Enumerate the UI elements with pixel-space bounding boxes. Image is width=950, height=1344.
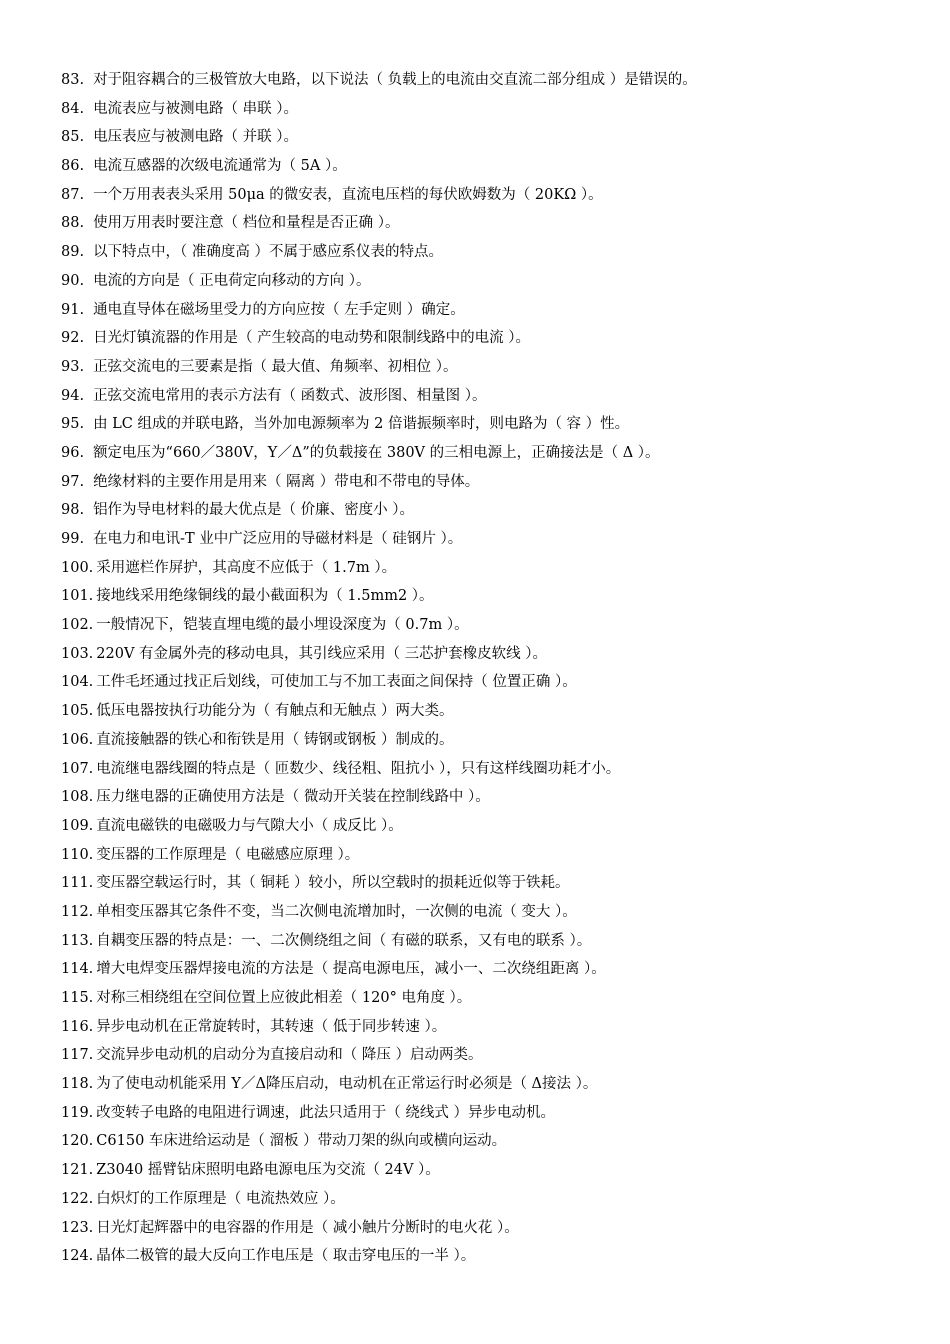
question-text: 电流互感器的次级电流通常为（ 5A ）。 xyxy=(93,158,347,175)
question-item xyxy=(61,558,921,587)
question-text: 以下特点中，（ 准确度高 ）不属于感应系仪表的特点。 xyxy=(93,244,444,261)
question-text: 对称三相绕组在空间位置上应彼此相差（ 120° 电角度 ）。 xyxy=(96,990,472,1006)
question-text: 白炽灯的工作原理是（ 电流热效应 ）。 xyxy=(96,1190,345,1207)
question-text: 一个万用表表头采用 50μa 的微安表，直流电压档的每伏欧姆数为（ 20KΩ ）。 xyxy=(93,186,603,203)
question-item xyxy=(61,672,921,701)
question-item xyxy=(61,1131,921,1160)
question-text: 电流的方向是（ 正电荷定向移动的方向 ）。 xyxy=(93,272,371,289)
question-text: 直流电磁铁的电磁吸力与气隙大小（ 成反比 ）。 xyxy=(96,817,403,834)
question-item xyxy=(61,1218,921,1247)
question-text: 在电力和电讯-T 业中广泛应用的导磁材料是（ 硅钢片 ）。 xyxy=(93,531,463,547)
question-number: 86. xyxy=(61,158,85,175)
question-number: 89. xyxy=(61,244,85,261)
question-item xyxy=(61,1246,921,1275)
question-text: 正弦交流电的三要素是指（ 最大值、角频率、初相位 ）。 xyxy=(93,358,458,375)
question-number: 118. xyxy=(61,1076,94,1093)
question-item xyxy=(61,357,921,386)
question-text: 为了使电动机能采用 Y／Δ降压启动，电动机在正常运行时必须是（ Δ接法 ）。 xyxy=(96,1076,598,1093)
question-text: 日光灯镇流器的作用是（ 产生较高的电动势和限制线路中的电流 ）。 xyxy=(93,330,531,347)
question-item xyxy=(61,644,921,673)
question-number: 124. xyxy=(61,1248,94,1265)
question-number: 123. xyxy=(61,1219,94,1236)
question-item xyxy=(61,213,921,242)
question-number: 85. xyxy=(61,129,85,146)
question-text: Z3040 摇臂钻床照明电路电源电压为交流（ 24V ）。 xyxy=(96,1162,440,1179)
question-item xyxy=(61,730,921,759)
question-text: 单相变压器其它条件不变，当二次侧电流增加时，一次侧的电流（ 变大 ）。 xyxy=(96,903,577,920)
question-number: 91. xyxy=(61,301,85,318)
question-text: 电压表应与被测电路（ 并联 ）。 xyxy=(93,129,299,146)
question-number: 97. xyxy=(61,473,85,490)
question-number: 98. xyxy=(61,502,85,519)
question-number: 90. xyxy=(61,272,85,289)
question-text: 由 LC 组成的并联电路，当外加电源频率为 2 倍谐振频率时，则电路为（ 容 ）性。 xyxy=(93,416,630,433)
question-item xyxy=(61,1103,921,1132)
question-item xyxy=(61,529,921,558)
question-item xyxy=(61,1160,921,1189)
question-item xyxy=(61,845,921,874)
question-number: 107. xyxy=(61,760,94,777)
question-item xyxy=(61,959,921,988)
question-item xyxy=(61,500,921,529)
question-text: 压力继电器的正确使用方法是（ 微动开关装在控制线路中 ）。 xyxy=(96,789,490,806)
question-number: 104. xyxy=(61,674,94,691)
question-item xyxy=(61,99,921,128)
question-text: 变压器空载运行时，其（ 铜耗 ）较小，所以空载时的损耗近似等于铁耗。 xyxy=(96,875,570,892)
question-number: 115. xyxy=(61,990,94,1006)
question-number: 112. xyxy=(61,903,94,920)
question-text: 变压器的工作原理是（ 电磁感应原理 ）。 xyxy=(96,846,360,863)
question-number: 83. xyxy=(61,72,85,88)
question-number: 101. xyxy=(61,588,94,605)
question-item xyxy=(61,271,921,300)
question-number: 105. xyxy=(61,703,94,720)
question-number: 92. xyxy=(61,330,85,347)
question-item xyxy=(61,1189,921,1218)
question-text: 自耦变压器的特点是：一、二次侧绕组之间（ 有磁的联系，又有电的联系 ）。 xyxy=(96,932,592,949)
question-text: 额定电压为“660／380V，Y／Δ”的负载接在 380V 的三相电源上，正确接法是（ Δ ）。 xyxy=(93,444,660,461)
question-item xyxy=(61,300,921,329)
question-text: 晶体二极管的最大反向工作电压是（ 取击穿电压的一半 ）。 xyxy=(96,1248,476,1265)
question-item xyxy=(61,1045,921,1074)
question-number: 111. xyxy=(61,875,94,892)
question-item xyxy=(61,386,921,415)
question-text: 使用万用表时要注意（ 档位和量程是否正确 ）。 xyxy=(93,215,400,232)
question-item xyxy=(61,931,921,960)
question-item xyxy=(61,328,921,357)
question-item xyxy=(61,242,921,271)
question-item xyxy=(61,70,921,99)
question-number: 84. xyxy=(61,100,85,117)
question-number: 116. xyxy=(61,1018,94,1035)
question-item xyxy=(61,988,921,1017)
question-number: 93. xyxy=(61,358,85,375)
question-number: 117. xyxy=(61,1047,94,1064)
question-item xyxy=(61,759,921,788)
question-item xyxy=(61,414,921,443)
question-item xyxy=(61,902,921,931)
question-number: 109. xyxy=(61,817,94,834)
question-text: 对于阻容耦合的三极管放大电路，以下说法（ 负载上的电流由交直流二部分组成 ）是错误的。 xyxy=(93,72,697,88)
question-text: 绝缘材料的主要作用是用来（ 隔离 ）带电和不带电的导体。 xyxy=(93,473,480,490)
question-number: 120. xyxy=(61,1133,94,1150)
question-item xyxy=(61,472,921,501)
question-item xyxy=(61,586,921,615)
question-number: 119. xyxy=(61,1104,94,1121)
question-number: 106. xyxy=(61,731,94,748)
question-number: 95. xyxy=(61,416,85,433)
question-number: 102. xyxy=(61,617,94,634)
question-item xyxy=(61,873,921,902)
question-number: 114. xyxy=(61,961,94,978)
question-list xyxy=(61,70,921,1275)
question-item xyxy=(61,1017,921,1046)
question-text: 正弦交流电常用的表示方法有（ 函数式、波形图、相量图 ）。 xyxy=(93,387,487,404)
question-number: 88. xyxy=(61,215,85,232)
question-text: 通电直导体在磁场里受力的方向应按（ 左手定则 ）确定。 xyxy=(93,301,465,318)
question-text: C6150 车床进给运动是（ 溜板 ）带动刀架的纵向或横向运动。 xyxy=(96,1133,507,1150)
question-number: 99. xyxy=(61,531,85,547)
question-text: 220V 有金属外壳的移动电具，其引线应采用（ 三芯护套橡皮软线 ）。 xyxy=(96,645,548,662)
question-number: 108. xyxy=(61,789,94,806)
question-text: 交流异步电动机的启动分为直接启动和（ 降压 ）启动两类。 xyxy=(96,1047,483,1064)
question-number: 122. xyxy=(61,1190,94,1207)
question-text: 增大电焊变压器焊接电流的方法是（ 提高电源电压，减小一、二次绕组距离 ）。 xyxy=(96,961,606,978)
question-item xyxy=(61,156,921,185)
question-item xyxy=(61,127,921,156)
question-number: 100. xyxy=(61,559,94,576)
question-text: 改变转子电路的电阻进行调速，此法只适用于（ 绕线式 ）异步电动机。 xyxy=(96,1104,556,1121)
question-number: 87. xyxy=(61,186,85,203)
question-item xyxy=(61,185,921,214)
question-text: 电流继电器线圈的特点是（ 匝数少、线径粗、阻抗小 ），只有这样线圈功耗才小。 xyxy=(96,760,621,777)
question-text: 一般情况下，铠装直埋电缆的最小埋设深度为（ 0.7m ）。 xyxy=(96,617,469,634)
question-text: 铝作为导电材料的最大优点是（ 价廉、密度小 ）。 xyxy=(93,502,415,519)
question-text: 低压电器按执行功能分为（ 有触点和无触点 ）两大类。 xyxy=(96,703,454,720)
question-number: 110. xyxy=(61,846,94,863)
question-text: 直流接触器的铁心和衔铁是用（ 铸钢或钢板 ）制成的。 xyxy=(96,731,454,748)
question-item xyxy=(61,1074,921,1103)
question-number: 113. xyxy=(61,932,94,949)
question-number: 96. xyxy=(61,444,85,461)
question-item xyxy=(61,443,921,472)
question-number: 121. xyxy=(61,1162,94,1179)
question-text: 电流表应与被测电路（ 串联 ）。 xyxy=(93,100,299,117)
question-number: 94. xyxy=(61,387,85,404)
question-text: 异步电动机在正常旋转时，其转速（ 低于同步转速 ）。 xyxy=(96,1018,447,1035)
question-text: 日光灯起辉器中的电容器的作用是（ 减小触片分断时的电火花 ）。 xyxy=(96,1219,519,1236)
question-item xyxy=(61,701,921,730)
question-item xyxy=(61,787,921,816)
question-text: 接地线采用绝缘铜线的最小截面积为（ 1.5mm2 ）。 xyxy=(96,588,434,605)
question-text: 采用遮栏作屏护，其高度不应低于（ 1.7m ）。 xyxy=(96,559,397,576)
question-number: 103. xyxy=(61,645,94,662)
question-text: 工件毛坯通过找正后划线，可使加工与不加工表面之间保持（ 位置正确 ）。 xyxy=(96,674,577,691)
question-item xyxy=(61,615,921,644)
question-item xyxy=(61,816,921,845)
